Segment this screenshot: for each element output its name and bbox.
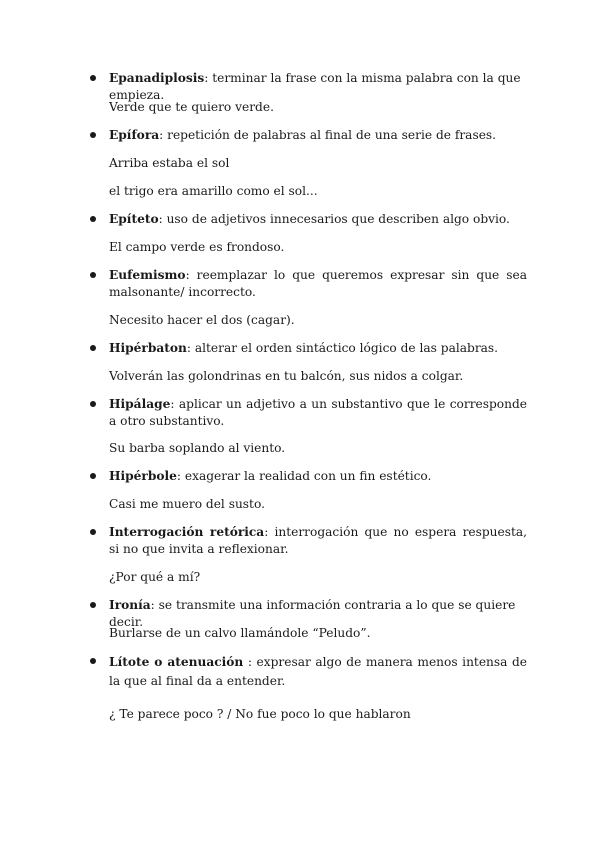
definition: : reemplazar lo que queremos expresar sin que sea malsonante/ incorrecto. bbox=[109, 268, 527, 299]
term: Epíteto bbox=[109, 212, 159, 226]
list-item-epiteto bbox=[109, 211, 527, 228]
example-text: Arriba estaba el sol bbox=[109, 156, 230, 170]
term: Interrogación retórica bbox=[109, 525, 265, 539]
example-text: Casi me muero del susto. bbox=[109, 497, 265, 511]
list-item-litote bbox=[109, 653, 527, 691]
definition: : exagerar la realidad con un fin estético. bbox=[176, 469, 432, 483]
example-text: ¿ Te parece poco ? / No fue poco lo que hablaron bbox=[109, 707, 411, 721]
term: Eufemismo bbox=[109, 268, 186, 282]
definition: : aplicar un adjetivo a un substantivo que le corresponde a otro substantivo. bbox=[109, 397, 527, 428]
term: Ironía bbox=[109, 598, 151, 612]
list-item-interrogacion-retorica bbox=[109, 524, 527, 558]
list-item-epifora bbox=[109, 127, 527, 144]
definition: : uso de adjetivos innecesarios que describen algo obvio. bbox=[158, 212, 510, 226]
bullet-icon bbox=[90, 272, 96, 278]
list-item-eufemismo bbox=[109, 267, 527, 301]
term: Lítote o atenuación bbox=[109, 655, 244, 669]
bullet-icon bbox=[90, 473, 96, 479]
definition: : se transmite una información contraria a lo que se quiere decir. bbox=[109, 598, 516, 629]
example-text: ¿Por qué a mí? bbox=[109, 570, 201, 584]
bullet-icon bbox=[90, 75, 96, 81]
term: Hipérbaton bbox=[109, 341, 187, 355]
list-item-hiperbaton bbox=[109, 340, 527, 357]
example-text: Volverán las golondrinas en tu balcón, sus nidos a colgar. bbox=[109, 369, 464, 383]
definition: : interrogación que no espera respuesta, si no que invita a reflexionar. bbox=[109, 525, 528, 556]
example-text: Su barba soplando al viento. bbox=[109, 441, 286, 455]
definition: : repetición de palabras al final de una serie de frases. bbox=[159, 128, 497, 142]
definition: : expresar algo de manera menos intensa de la que al final da a entender. bbox=[109, 655, 527, 688]
bullet-icon bbox=[90, 602, 96, 608]
term: Epanadiplosis bbox=[109, 71, 205, 85]
bullet-icon bbox=[90, 216, 96, 222]
term: Hipérbole bbox=[109, 469, 177, 483]
example-text: el trigo era amarillo como el sol... bbox=[109, 184, 318, 198]
example-text: Verde que te quiero verde. bbox=[109, 100, 274, 114]
term: Epífora bbox=[109, 128, 160, 142]
bullet-icon bbox=[90, 658, 96, 664]
bullet-icon bbox=[90, 345, 96, 351]
example-text: Burlarse de un calvo llamándole “Peludo”. bbox=[109, 626, 371, 640]
bullet-icon bbox=[90, 529, 96, 535]
definition: : terminar la frase con la misma palabra con la que empieza. bbox=[109, 71, 521, 102]
example-text: El campo verde es frondoso. bbox=[109, 240, 285, 254]
bullet-icon bbox=[90, 132, 96, 138]
list-item-hiperbole bbox=[109, 468, 527, 485]
definition: : alterar el orden sintáctico lógico de las palabras. bbox=[186, 341, 499, 355]
term: Hipálage bbox=[109, 397, 171, 411]
example-text: Necesito hacer el dos (cagar). bbox=[109, 313, 295, 327]
bullet-icon bbox=[90, 401, 96, 407]
list-item-hipalage bbox=[109, 396, 527, 430]
